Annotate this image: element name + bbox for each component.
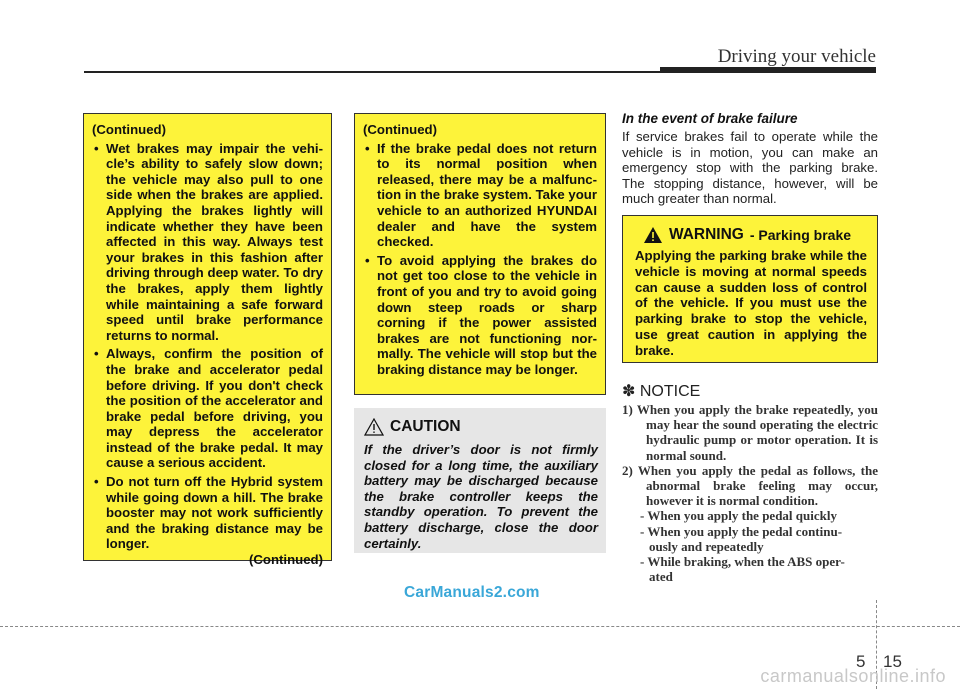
brake-failure-text: If service brakes fail to operate while the vehicle is in motion, you can make an emergency stop with the parking brake. The stopping distance, however, will be much greater than normal. [622,129,878,206]
warning-label: WARNING [668,226,744,243]
caution-triangle-icon [364,418,384,436]
notice-subitem-continued: ated [649,569,673,585]
notice-list [622,402,878,584]
watermark-link[interactable]: CarManuals2.com [404,584,540,601]
notice-subitem: - While braking, when the ABS oper- [640,554,845,570]
list-item: • To avoid applying the brakes do not get too close to the vehicle in front of you and try to avoid going down steep roads or sharp corning if the power assisted brakes are not functioning normally. The vehicle will stop but the braking distance may be longer. [365,252,597,377]
list-item: • Always, confirm the position of the brake and accelerator pedal before driving. If you don't check the position of the accelerator and brake pedal before driving, you may depress the accelerator instead of the brake pedal. It may cause a serious accident. [94,346,323,471]
brake-warning-box-left [83,113,332,568]
site-watermark: carmanualsonline.info [760,666,946,686]
footer-divider [0,626,960,627]
caution-box [354,408,606,553]
page-chapter-number: 5 [856,652,866,671]
page-number: 15 [883,652,902,671]
notice-subitem: - When you apply the pedal quickly [640,508,837,524]
parking-brake-warning-box [622,215,878,363]
list-item: • Do not turn off the Hybrid system while going down a hill. The brake booster may not work sufficiently and the braking distance may be longer. [94,474,323,552]
notice-subitem: - When you apply the pedal continu- [640,523,843,539]
list-item: • If the brake pedal does not return to its normal position when released, there may be a malfunction in the brake system. Take your vehicle to an authorized HYUNDAI dealer and have the system checked. [365,140,597,250]
warning-subtitle: - Parking brake [749,227,852,243]
list-item: • Wet brakes may impair the vehicle’s ability to safely slow down; the vehicle may also pull to one side when the brakes are applied. Applying the brakes lightly will indicate whether they have been affected in this way. Always test your brakes in this fashion after driving through deep water. To dry the brakes, apply them lightly while maintaining a safe forward speed until brake performance returns to normal. [94,140,323,343]
continued-label: (Continued) [92,122,166,137]
header-rule [84,71,660,73]
warning-triangle-icon [643,226,663,244]
brake-failure-heading: In the event of brake failure [622,111,798,126]
notice-heading: ✽ NOTICE [622,383,701,400]
caution-text: If the driver’s door is not firmly closed for a long time, the auxiliary battery may be discharged because the brake controller keeps the standby operation. To prevent the battery discharge, close the door certainly. [364,442,598,551]
warning-text: Applying the parking brake while the vehicle is moving at normal speeds can cause a sudden loss of control of the vehicle. If you must use the parking brake to stop the vehicle, use great caution in applying the brake. [635,248,867,358]
brake-warning-box-middle [354,113,606,395]
continued-label-end: (Continued) [249,552,323,568]
notice-item-2: 2) When you apply the pedal as follows, the abnormal brake feeling may occur, however it is normal condition. [622,462,878,509]
continued-label: (Continued) [363,122,437,137]
header-title: Driving your vehicle [717,46,876,67]
notice-subitem-continued: ously and repeatedly [649,538,764,554]
header-rule-bold [660,67,876,73]
notice-item-1: 1) When you apply the brake repeatedly, you may hear the sound operating the electric hydraulic pump or motor operation. It is normal sound. [622,402,878,463]
caution-title: CAUTION [390,418,461,435]
